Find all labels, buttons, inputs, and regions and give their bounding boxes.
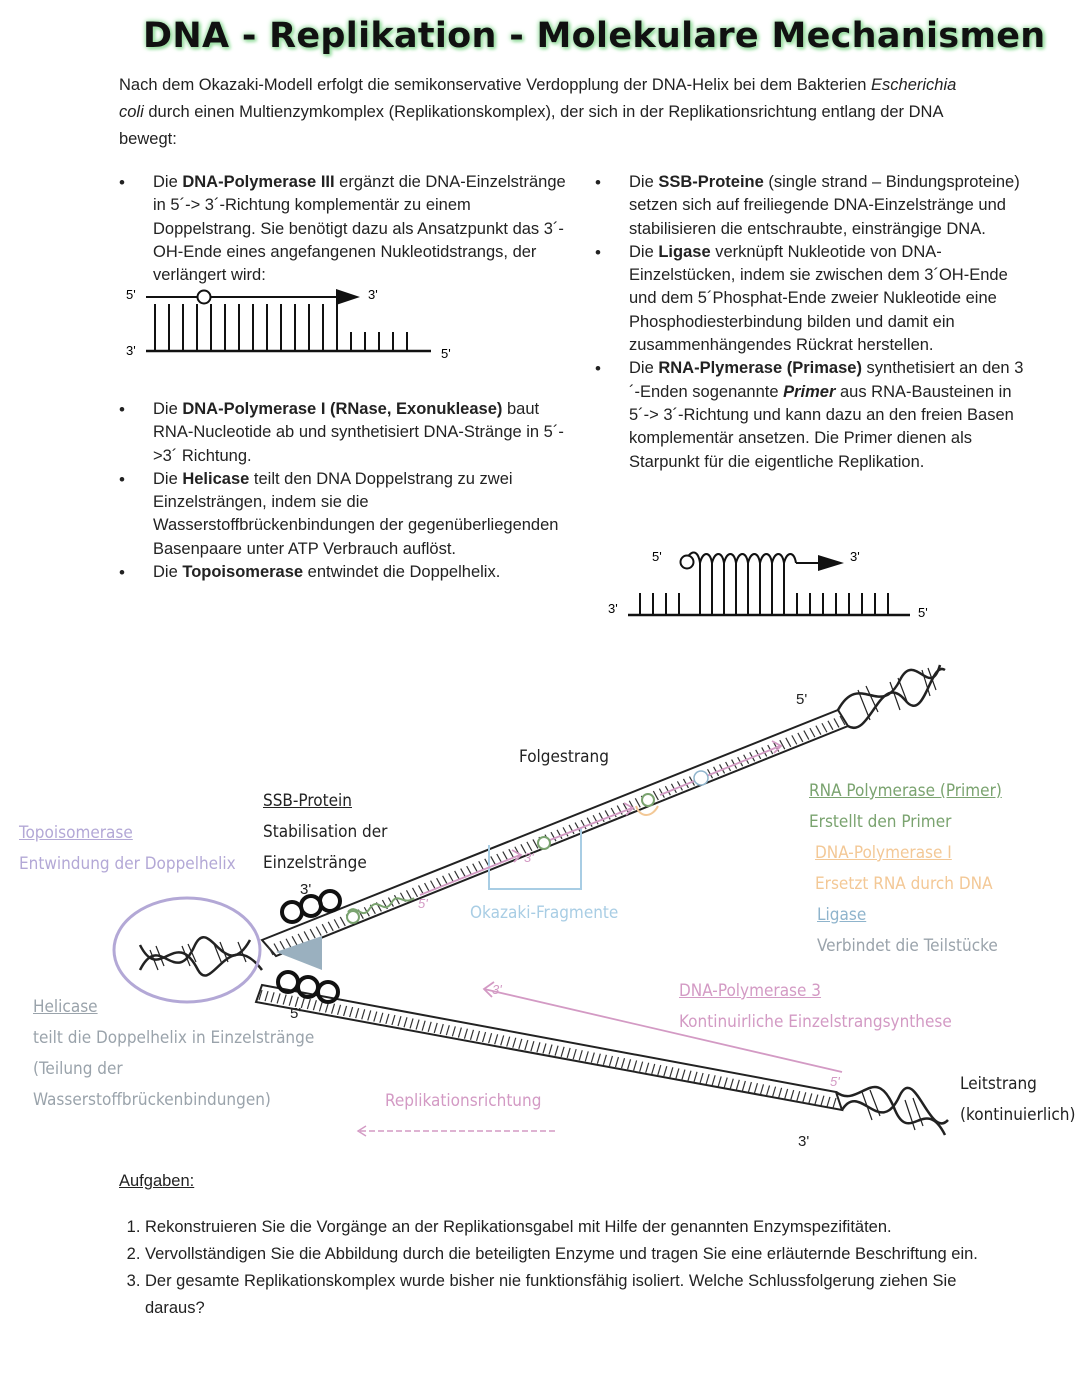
item-text: Die bbox=[153, 563, 183, 582]
primase-diagram bbox=[600, 545, 940, 625]
diagram-label-3: 3' bbox=[126, 343, 136, 358]
diagram-label-3: 3' bbox=[608, 601, 618, 616]
page-title: DNA - Replikation - Molekulare Mechanismen bbox=[143, 16, 1046, 56]
list-item-dna-polymerase-3 bbox=[119, 171, 574, 287]
list-item-dna-polymerase-1 bbox=[119, 398, 574, 468]
direction-label: Replikationsrichtung bbox=[385, 1091, 542, 1111]
right-column-list bbox=[595, 171, 1025, 474]
task-item: 1. Rekonstruieren Sie die Vorgänge an der Replikationsgabel mit Hilfe der genannten Enzymspezifitäten. bbox=[145, 1214, 999, 1241]
item-text: Die bbox=[629, 359, 659, 378]
polymerase-3-diagram bbox=[118, 282, 468, 364]
diagram-label-3: 3' bbox=[368, 287, 378, 302]
replication-direction-arrow bbox=[358, 1126, 555, 1136]
item-bold: Helicase bbox=[182, 469, 250, 488]
leit-line1: Leitstrang bbox=[960, 1074, 1037, 1094]
list-item-helicase bbox=[119, 468, 574, 561]
leit-line2: (kontinuierlich) bbox=[960, 1105, 1076, 1125]
item-bold: Ligase bbox=[658, 242, 711, 261]
fragment-label-5: 5' bbox=[418, 896, 428, 911]
list-item-ssb-proteins bbox=[595, 171, 1025, 241]
item-text: ergänzt die DNA-Einzelstränge in 5´-> 3´-Richtung komplementär zu einem Doppelstrang. Sie benötigt dazu als Ansatzpunkt das 3´-OH-Ende eines angefangenen Nukleotidstrangs, der verlängert wird: bbox=[153, 173, 566, 285]
helicase-line1: teilt die Doppelhelix in Einzelstränge bbox=[33, 1028, 315, 1048]
item-text: (single strand – Bindungsproteine) setzen sich auf freiliegende DNA-Einzelstränge und stabilisieren die entschraubte, einsträngige DNA. bbox=[629, 173, 1020, 238]
tasks-list bbox=[119, 1214, 999, 1322]
topo-desc: Entwindung der Doppelhelix bbox=[19, 854, 236, 874]
rna-pol-desc: Erstellt den Primer bbox=[809, 812, 952, 832]
lower-helix bbox=[836, 1087, 948, 1135]
ssb-annotation bbox=[263, 786, 387, 879]
item-bold: Topoisomerase bbox=[182, 563, 304, 582]
intro-paragraph bbox=[119, 72, 979, 153]
leading-label-3: 3' bbox=[492, 982, 502, 997]
rna-polymerase-circle bbox=[347, 911, 359, 923]
okazaki-label: Okazaki-Fragmente bbox=[470, 903, 619, 923]
item-text: Die bbox=[153, 173, 183, 191]
base-pair-rungs bbox=[640, 591, 888, 615]
rna-polymerase-circle bbox=[642, 794, 654, 806]
pol3-desc: Kontinuirliche Einzelstrangsynthese bbox=[679, 1012, 952, 1032]
item-text: aus RNA-Bausteinen in 5´-> 3´-Richtung und kann dazu an den freien Basen komplementär ansetzen. Die Primer dienen als Starpunkt für die eigentliche Replikation. bbox=[629, 382, 1014, 471]
primer-circle bbox=[198, 291, 211, 304]
item-text: synthetisiert an den 3´-Enden sogenannte bbox=[629, 359, 1024, 401]
ssb-line1: Stabilisation der bbox=[263, 822, 388, 842]
list-item-ligase bbox=[595, 241, 1025, 357]
item-bold: SSB-Proteine bbox=[658, 173, 764, 191]
diagram-label-3: 3' bbox=[850, 549, 860, 564]
lower-helix-hatching bbox=[862, 1090, 923, 1130]
task-item: 2. Vervollständigen Sie die Abbildung durch die beteiligten Enzyme und tragen Sie eine erläuternde Beschriftung ein. bbox=[145, 1241, 999, 1268]
base-pair-rungs bbox=[155, 304, 407, 351]
ssb-title: SSB-Protein bbox=[263, 791, 352, 811]
ligase-circle bbox=[694, 771, 708, 785]
rna-polymerase-circle bbox=[538, 837, 550, 849]
diagram-label-5: 5' bbox=[441, 346, 451, 361]
item-text: entwindet die Doppelhelix. bbox=[303, 563, 501, 582]
pol1-desc: Ersetzt RNA durch DNA bbox=[815, 874, 993, 894]
helicase-annotation bbox=[33, 992, 314, 1116]
topoisomerase-annotation bbox=[19, 818, 236, 880]
list-item-topoisomerase bbox=[119, 561, 574, 584]
ligase-title: Ligase bbox=[817, 905, 867, 925]
pol1-title: DNA-Polymerase I bbox=[815, 843, 952, 863]
fragment-label-3: 3' bbox=[524, 850, 534, 865]
diagram-label-5: 5' bbox=[126, 287, 136, 302]
list-item-primase bbox=[595, 357, 1025, 473]
primer-circle bbox=[681, 556, 694, 569]
helicase-line3: Wasserstoffbrückenbindungen) bbox=[33, 1090, 271, 1110]
label-3-prime-bottom: 3' bbox=[798, 1133, 810, 1150]
leitstrang-annotation bbox=[960, 1069, 1075, 1131]
label-folgestrang: Folgestrang bbox=[519, 747, 609, 767]
left-column-list-2 bbox=[119, 398, 574, 584]
label-3-prime: 3' bbox=[300, 881, 312, 898]
primer-loops bbox=[685, 553, 796, 592]
leading-label-5: 5' bbox=[830, 1074, 840, 1089]
diagram-label-5: 5' bbox=[652, 549, 662, 564]
item-bold-italic: Primer bbox=[783, 382, 836, 401]
item-text: Die bbox=[629, 242, 659, 261]
item-bold: DNA-Polymerase I (RNase, Exonuklease) bbox=[182, 400, 503, 418]
diagram-label-5: 5' bbox=[918, 605, 928, 620]
task-item: 3. Der gesamte Replikationskomplex wurde bisher nie funktionsfähig isoliert. Welche Schlussfolgerung ziehen Sie daraus? bbox=[145, 1268, 999, 1322]
ligase-desc: Verbindet die Teilstücke bbox=[817, 936, 998, 956]
label-5-prime-top: 5' bbox=[796, 691, 808, 708]
item-text: teilt den DNA Doppelstrang zu zwei Einzelsträngen, indem sie die Wasserstoffbrückenbindungen der gegenüberliegenden Basenpaare unter ATP Verbrauch auflöst. bbox=[153, 469, 559, 558]
label-5-prime: 5' bbox=[290, 1005, 302, 1022]
pol3-title: DNA-Polymerase 3 bbox=[679, 981, 822, 1001]
enzyme-legend bbox=[809, 776, 1002, 962]
item-text: Die bbox=[629, 173, 659, 191]
intro-part2: durch einen Multienzymkomplex (Replikationskomplex), der sich in der Replikationsrichtung entlang der DNA bewegt: bbox=[119, 103, 943, 148]
topo-title: Topoisomerase bbox=[19, 823, 133, 843]
tasks-heading: Aufgaben: bbox=[119, 1172, 195, 1190]
ssb-line2: Einzelstränge bbox=[263, 853, 367, 873]
item-bold: DNA-Polymerase III bbox=[182, 173, 335, 191]
arrow-head bbox=[818, 555, 844, 571]
pol3-annotation bbox=[679, 976, 952, 1038]
intro-part1: Nach dem Okazaki-Modell erfolgt die semikonservative Verdopplung der DNA-Helix bei dem Bakterien bbox=[119, 76, 872, 94]
topoisomerase-ellipse bbox=[114, 898, 260, 1002]
item-text: Die bbox=[153, 400, 183, 418]
helicase-title: Helicase bbox=[33, 997, 98, 1017]
helicase-line2: (Teilung der bbox=[33, 1059, 123, 1079]
intro-organism: Escherichia coli bbox=[119, 76, 957, 121]
item-text: baut RNA-Nucleotide ab und synthetisiert DNA-Stränge in 5´->3´ Richtung. bbox=[153, 400, 564, 465]
arrow-head bbox=[336, 289, 360, 305]
left-column-list-1 bbox=[119, 171, 574, 287]
item-bold: RNA-Plymerase (Primase) bbox=[658, 359, 862, 378]
upper-helix bbox=[838, 665, 945, 728]
rna-pol-title: RNA Polymerase (Primer) bbox=[809, 781, 1002, 801]
item-text: verknüpft Nukleotide von DNA-Einzelstücken, indem sie zwischen dem 3´OH-Ende und dem 5´Phosphat-Ende zweier Nukleotide eine Phosphodiesterbindung bilden und damit ein zusammenhängendes Rückrat herstellen. bbox=[629, 242, 1008, 355]
item-text: Die bbox=[153, 469, 183, 488]
